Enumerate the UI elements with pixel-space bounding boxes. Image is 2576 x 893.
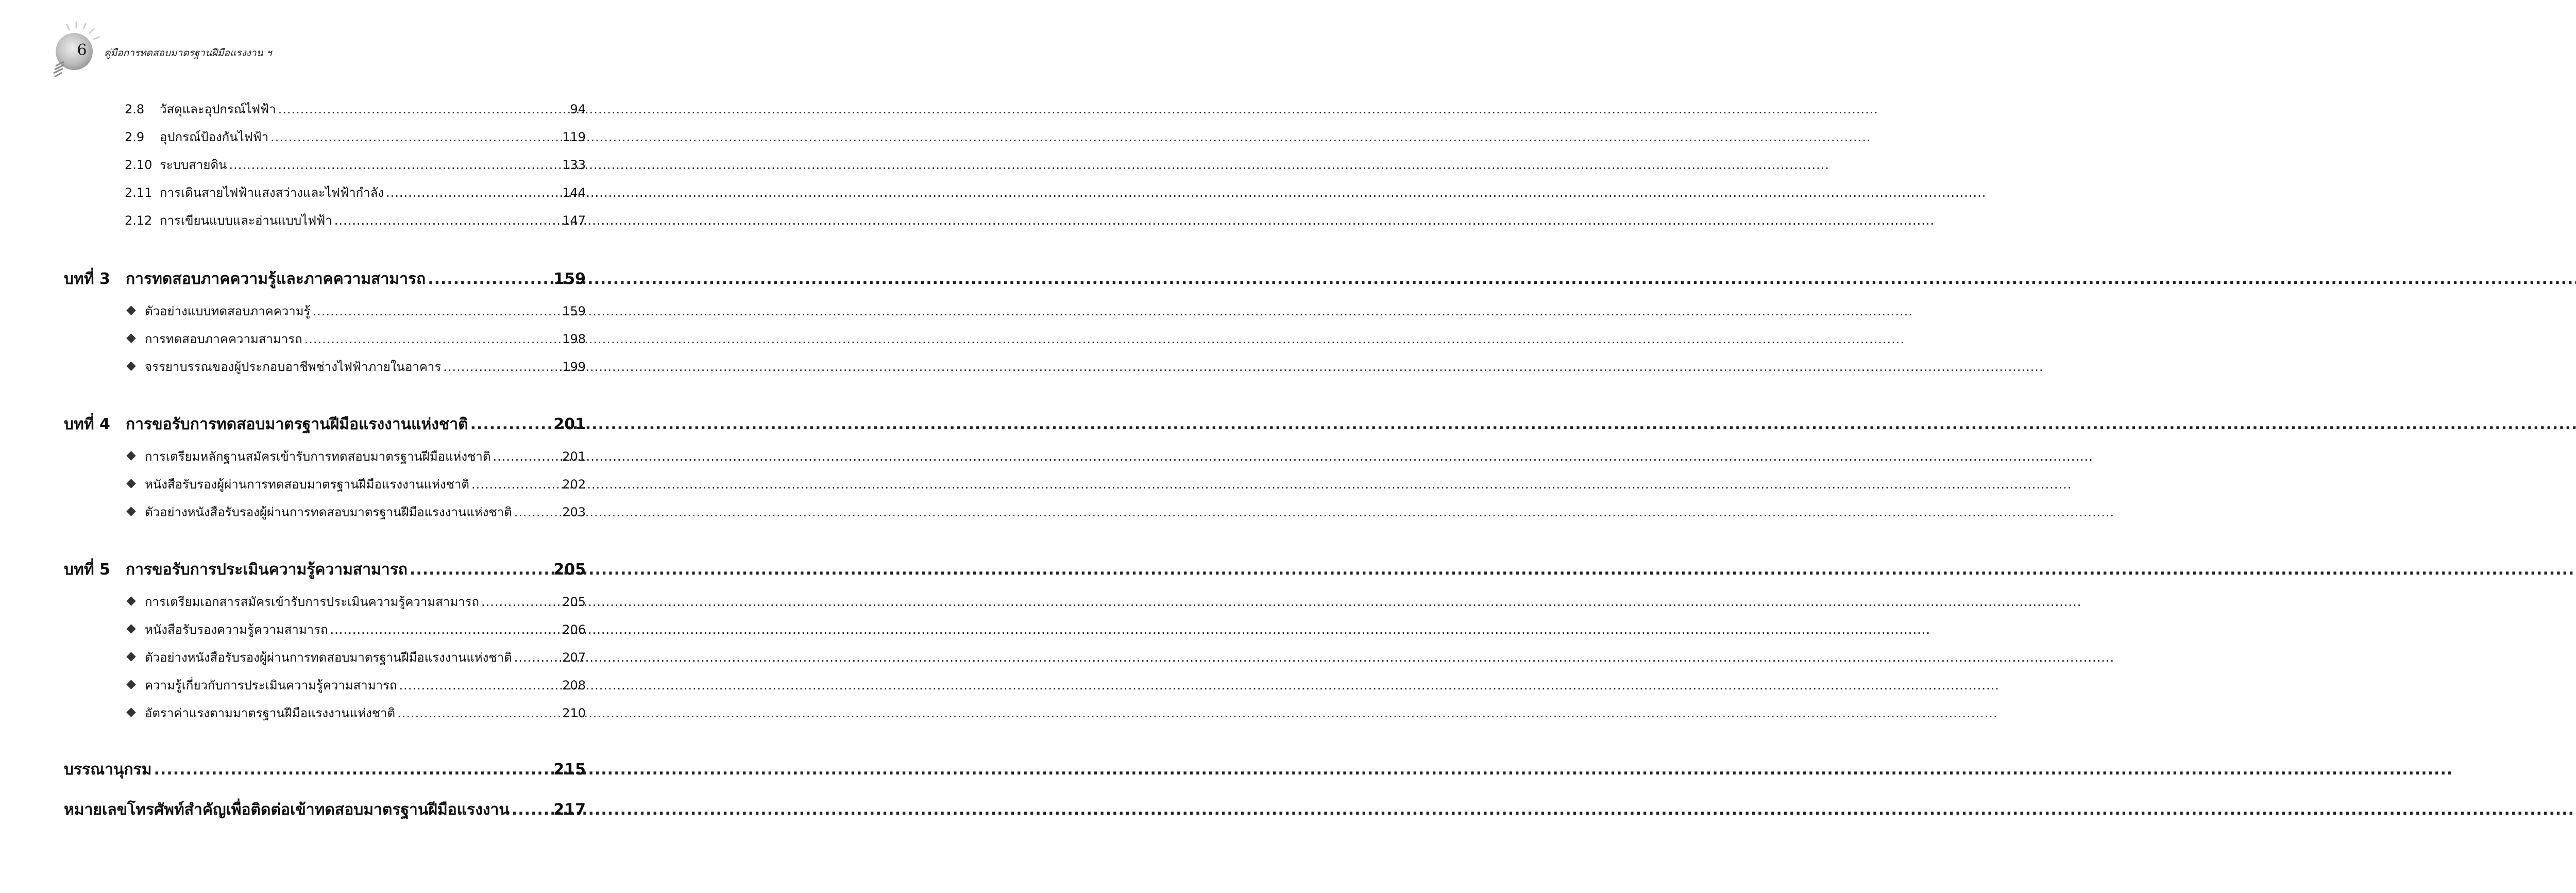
dot-leader xyxy=(410,561,551,579)
diamond-bullet-icon xyxy=(126,479,135,488)
page-ref: 199 xyxy=(562,360,586,374)
entry-title: บรรณานุกรม xyxy=(64,761,152,779)
dot-leader xyxy=(304,332,561,346)
dot-leader xyxy=(154,761,552,779)
diamond-bullet-icon xyxy=(126,451,135,460)
entry-title: หนังสือรับรองความรู้ความสามารถ xyxy=(145,622,328,637)
page-ref: 217 xyxy=(553,801,586,819)
dot-leader xyxy=(514,505,560,519)
page-ref: 119 xyxy=(562,130,586,144)
page-ref: 159 xyxy=(553,270,586,288)
page-ref: 201 xyxy=(562,449,586,464)
section-number: 2.9 xyxy=(125,130,145,144)
diamond-bullet-icon xyxy=(126,680,135,689)
page-ref: 202 xyxy=(562,477,586,492)
dot-leader xyxy=(397,706,560,720)
dot-leader xyxy=(229,158,560,172)
toc-entry[interactable] xyxy=(125,155,586,175)
entry-title: การเขียนแบบและอ่านแบบไฟฟ้า xyxy=(160,213,332,228)
dot-leader xyxy=(334,213,560,228)
section-number: 2.8 xyxy=(125,102,145,116)
dot-leader xyxy=(330,622,561,637)
dot-leader xyxy=(428,270,551,288)
dot-leader xyxy=(481,595,560,609)
section-number: 2.11 xyxy=(125,186,152,200)
entry-title: จรรยาบรรณของผู้ประกอบอาชีพช่างไฟฟ้าภายในอาคาร xyxy=(145,360,442,374)
page-number: 6 xyxy=(77,41,87,59)
page-ref: 133 xyxy=(562,158,586,172)
dot-leader xyxy=(278,102,568,116)
toc-phone-numbers[interactable] xyxy=(64,798,586,822)
page-ref: 208 xyxy=(562,678,586,693)
dot-leader xyxy=(270,130,560,144)
toc-entry[interactable] xyxy=(125,127,586,147)
toc-entry[interactable] xyxy=(126,301,586,321)
page-ref: 210 xyxy=(562,706,586,720)
entry-title: หมายเลขโทรศัพท์สำคัญเพื่อติดต่อเข้าทดสอบมาตรฐานฝีมือแรงงาน xyxy=(64,801,510,819)
entry-title: ตัวอย่างหนังสือรับรองผู้ผ่านการทดสอบมาตรฐานฝีมือแรงงานแห่งชาติ xyxy=(145,650,512,665)
entry-title: การเตรียมหลักฐานสมัครเข้ารับการทดสอบมาตรฐานฝีมือแห่งชาติ xyxy=(145,449,491,464)
toc-entry[interactable] xyxy=(125,210,586,230)
diamond-bullet-icon xyxy=(126,306,135,315)
dot-leader xyxy=(493,449,560,464)
dot-leader xyxy=(312,304,560,318)
toc-chapter-4[interactable] xyxy=(64,412,586,436)
dot-leader xyxy=(471,477,560,492)
entry-title: วัสดุและอุปกรณ์ไฟฟ้า xyxy=(160,102,276,116)
page-header xyxy=(46,21,407,82)
dot-leader xyxy=(470,415,552,433)
toc-chapter-3[interactable] xyxy=(64,267,586,291)
toc-entry[interactable] xyxy=(126,647,586,667)
toc-entry[interactable] xyxy=(126,446,586,466)
diamond-bullet-icon xyxy=(126,333,135,343)
toc-entry[interactable] xyxy=(126,502,586,522)
chapter-label: บทที่ 4 xyxy=(64,415,110,433)
toc-entry[interactable] xyxy=(126,329,586,349)
entry-title: อัตราค่าแรงตามมาตรฐานฝีมือแรงงานแห่งชาติ xyxy=(145,706,396,720)
page-ref: 198 xyxy=(562,332,586,346)
entry-title: ความรู้เกี่ยวกับการประเมินความรู้ความสามารถ xyxy=(145,678,397,693)
page-ref: 205 xyxy=(562,595,586,609)
toc-entry[interactable] xyxy=(126,703,586,723)
page-ref: 206 xyxy=(562,622,586,637)
dot-leader xyxy=(514,650,560,665)
entry-title: อุปกรณ์ป้องกันไฟฟ้า xyxy=(160,130,269,144)
page-ref: 159 xyxy=(562,304,586,318)
dot-leader xyxy=(386,186,560,200)
diamond-bullet-icon xyxy=(126,707,135,717)
toc-entry[interactable] xyxy=(126,675,586,695)
section-number: 2.12 xyxy=(125,213,152,228)
chapter-label: บทที่ 5 xyxy=(64,561,110,579)
section-number: 2.10 xyxy=(125,158,152,172)
page-ref: 144 xyxy=(562,186,586,200)
toc-entry[interactable] xyxy=(125,182,586,203)
toc-bibliography[interactable] xyxy=(64,757,586,782)
diamond-bullet-icon xyxy=(126,652,135,661)
running-title: คู่มือการทดสอบมาตรฐานฝีมือแรงงาน ฯ xyxy=(104,47,272,59)
entry-title: การเดินสายไฟฟ้าแสงสว่างและไฟฟ้ากำลัง xyxy=(160,186,384,200)
chapter-title: การขอรับการประเมินความรู้ความสามารถ xyxy=(126,561,408,579)
dot-leader xyxy=(443,360,560,374)
toc-entry[interactable] xyxy=(125,99,586,119)
page-ref: 203 xyxy=(562,505,586,519)
diamond-bullet-icon xyxy=(126,507,135,516)
entry-title: การเตรียมเอกสารสมัครเข้ารับการประเมินความรู้ความสามารถ xyxy=(145,595,479,609)
page-ref: 207 xyxy=(562,650,586,665)
page-ref: 215 xyxy=(553,761,586,779)
page-ref: 201 xyxy=(553,415,586,433)
entry-title: ตัวอย่างหนังสือรับรองผู้ผ่านการทดสอบมาตรฐานฝีมือแรงงานแห่งชาติ xyxy=(145,505,512,519)
chapter-title: การทดสอบภาคความรู้และภาคความสามารถ xyxy=(126,270,426,288)
toc-entry[interactable] xyxy=(126,619,586,639)
page-ref: 147 xyxy=(562,213,586,228)
toc-chapter-5[interactable] xyxy=(64,558,586,582)
diamond-bullet-icon xyxy=(126,596,135,605)
toc-entry[interactable] xyxy=(126,592,586,612)
chapter-title: การขอรับการทดสอบมาตรฐานฝีมือแรงงานแห่งชาติ xyxy=(126,415,468,433)
entry-title: หนังสือรับรองผู้ผ่านการทดสอบมาตรฐานฝีมือแรงงานแห่งชาติ xyxy=(145,477,469,492)
dot-leader xyxy=(512,801,552,819)
toc-entry[interactable] xyxy=(126,474,586,494)
entry-title: ระบบสายดิน xyxy=(160,158,227,172)
dot-leader xyxy=(399,678,561,693)
diamond-bullet-icon xyxy=(126,361,135,370)
entry-title: การทดสอบภาคความสามารถ xyxy=(145,332,302,346)
entry-title: ตัวอย่างแบบทดสอบภาคความรู้ xyxy=(145,304,311,318)
page-ref: 94 xyxy=(570,102,586,116)
page-ref: 205 xyxy=(553,561,586,579)
diamond-bullet-icon xyxy=(126,624,135,633)
chapter-label: บทที่ 3 xyxy=(64,270,110,288)
toc-entry[interactable] xyxy=(126,357,586,377)
